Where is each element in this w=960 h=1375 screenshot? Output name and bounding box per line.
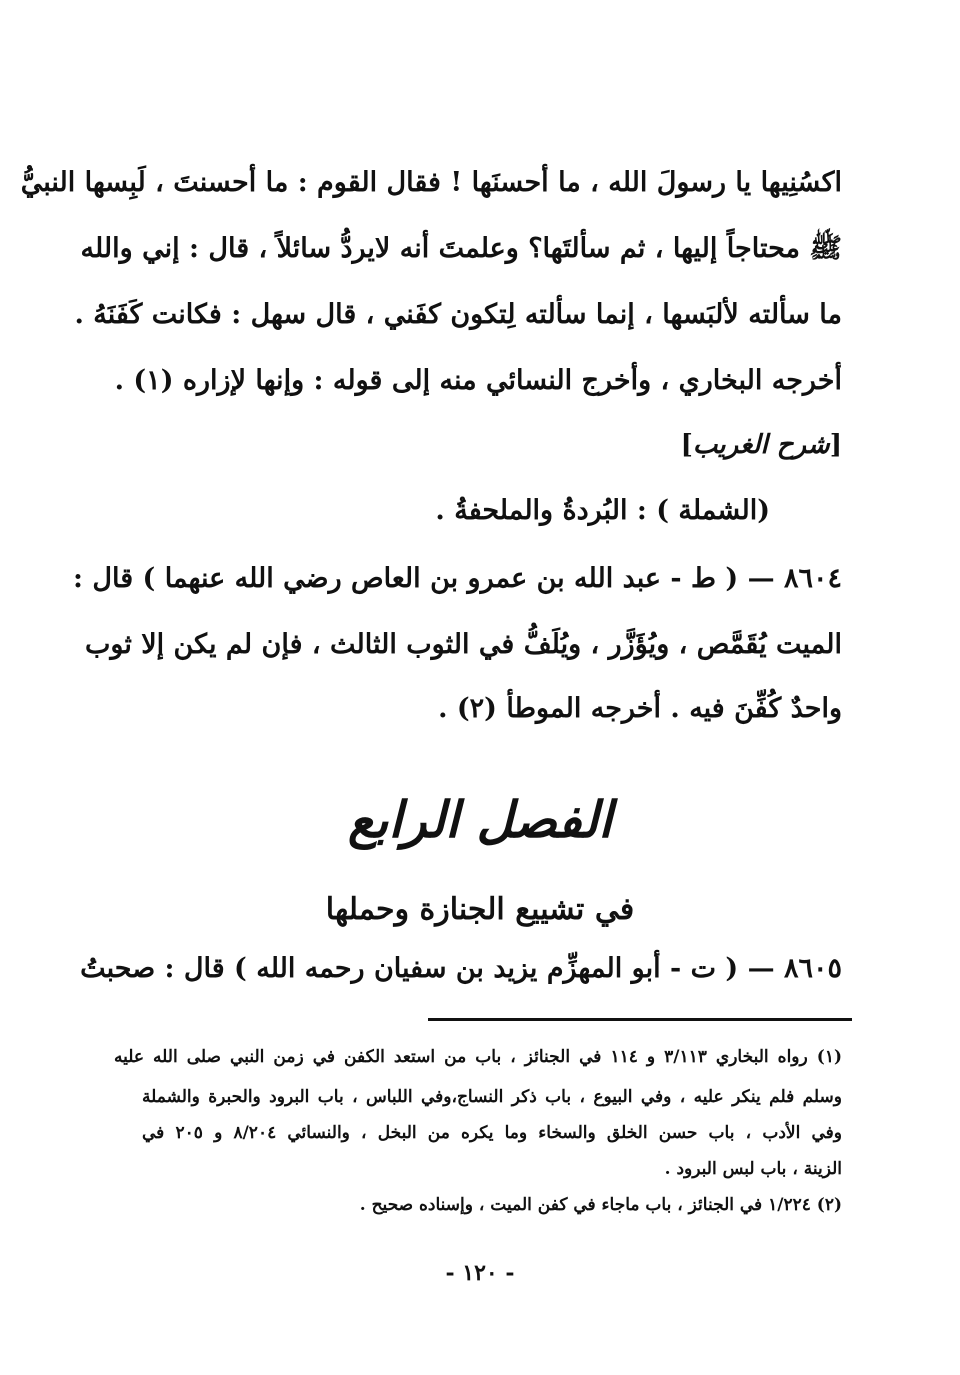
bracket-close: ] (680, 430, 693, 460)
footnote-separator (428, 1018, 852, 1021)
footnote-2: (٢) ١/٢٢٤ في الجنائز ، باب ماجاء في كفن الميت ، وإسناده صحيح . (359, 1195, 842, 1215)
hadith-8604-line-3: واحدٌ كُفِّنَ فيه . أخرجه الموطأ (٢) . (438, 693, 842, 724)
hadith-8604-line-1: ٨٦٠٤ — ( ط - عبد الله بن عمرو بن العاص رضي الله عنهما ) قال : (73, 563, 842, 594)
footnote-1-line-4: الزينة ، باب لبس البرود . (664, 1159, 842, 1179)
gharib-label: شرح الغريب (692, 430, 830, 460)
body-line-3: ما سألته لألبَسها ، إنما سألته لِتكون كفَني ، قال سهل : فكانت كَفَنَهُ . (74, 299, 842, 330)
body-line-2: ﷺ محتاجاً إليها ، ثم سألتَها؟ وعلمتَ أنه لايردُّ سائلاً ، قال : إني والله (80, 233, 842, 264)
page-number: - ١٢٠ - (445, 1260, 515, 1286)
gharib-heading (542, 430, 842, 460)
chapter-subheading: في تشييع الجنازة وحملها (325, 892, 635, 927)
chapter-heading: الفصل الرابع (347, 790, 613, 849)
attribution-line: أخرجه البخاري ، وأخرج النسائي منه إلى قوله : وإنها لإزاره (١) . (114, 365, 842, 396)
hadith-8604-line-2: الميت يُقَمَّص ، ويُؤَزَّر ، ويُلَفُّ في الثوب الثالث ، فإن لم يكن إلا ثوب (84, 629, 842, 660)
bracket-open: [ (829, 430, 842, 460)
footnote-1-line-3: وفي الأدب ، باب حسن الخلق والسخاء وما يكره من البخل ، والنسائي ٨/٢٠٤ و ٢٠٥ في (142, 1123, 842, 1143)
gharib-definition: (الشملة ) : البُردةُ والملحفةُ . (435, 495, 770, 526)
body-line-1: اكسُنِيها يا رسولَ الله ، ما أحسنَها ! فقال القوم : ما أحسنتَ ، لَبِسها النبيُّ (20, 167, 842, 198)
hadith-8605-line: ٨٦٠٥ — ( ت - أبو المهزِّم يزيد بن سفيان رحمه الله ) قال : صحبتُ (80, 953, 842, 984)
footnote-1-line-2: وسلم فلم ينكر عليه ، وفي البيوع ، باب ذكر النساج،وفي اللباس ، باب البرود والحبرة والشملة (142, 1087, 842, 1107)
footnote-1-line-1: (١) رواه البخاري ٣/١١٣ و ١١٤ في الجنائز ، باب من استعد الكفن في زمن النبي صلى الله عليه (114, 1047, 842, 1067)
